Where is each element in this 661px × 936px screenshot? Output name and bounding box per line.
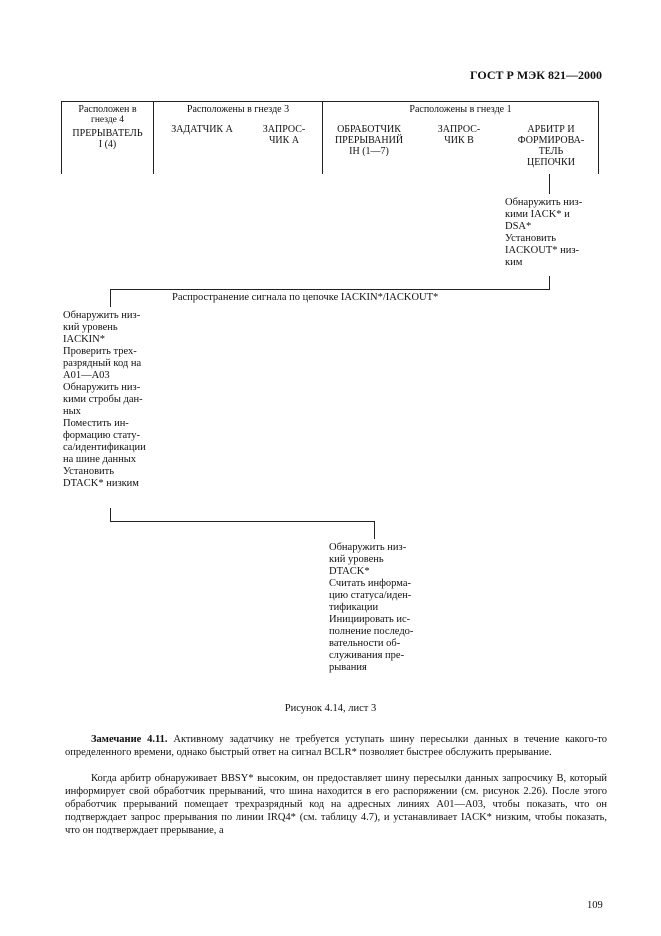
column-arbiter-line: ТЕЛЬ	[538, 146, 564, 157]
propagation-line	[110, 289, 550, 290]
step-line: Поместить ин-	[63, 418, 129, 429]
step-line: Обнаружить низ-	[505, 197, 583, 208]
column-handler-line: IH (1—7)	[349, 146, 389, 157]
column-handler-line: ПРЕРЫВАНИЙ	[334, 135, 404, 146]
note-label: Замечание 4.11.	[91, 734, 168, 745]
step-line: DTACK*	[329, 566, 370, 577]
step-line: Инициировать ис-	[329, 614, 411, 625]
column-requester-b-line: ЧИК В	[444, 135, 474, 146]
propagation-label: Распространение сигнала по цепочке IACKIN*/IACKOUT*	[172, 292, 439, 303]
column-master-a-line: ЗАДАТЧИК А	[171, 124, 233, 135]
arbiter-drop	[549, 276, 550, 290]
step-line: вательности об-	[329, 638, 401, 649]
step-line: DSA*	[505, 221, 532, 232]
column-handler-line: ОБРАБОТЧИК	[337, 124, 401, 135]
group-slot4-label: Расположен в	[78, 104, 137, 115]
step-line: кий уровень	[329, 554, 384, 565]
step-line: рывания	[329, 662, 367, 673]
column-handler	[326, 124, 412, 157]
step-line: ким	[505, 257, 523, 268]
group-slot4-sub: гнезде 4	[90, 115, 125, 125]
step-line: кий уровень	[63, 322, 118, 333]
column-requester-b-line: ЗАПРОС-	[437, 124, 481, 135]
interrupter-step	[63, 310, 156, 490]
step-line: са/идентификации	[63, 442, 146, 453]
step-line: ных	[63, 406, 81, 417]
interrupter-drop	[110, 289, 111, 307]
step-line: Обнаружить низ-	[63, 310, 141, 321]
arbiter-lifeline	[549, 174, 550, 194]
step-line: разрядный код на	[63, 358, 142, 369]
body-paragraph: Когда арбитр обнаруживает BBSY* высоким, он предоставляет шину пересылки данных запросчику B, который информирует свой обработчик прерываний, что шина находится в его распоряжении (см. рисунок 2.26). После этого обработчик прерываний помещает трехразрядный код на адресных линиях A01—A03, чтобы показать, что он подтверждает запрос прерывания по линии IRQ4* (см. таблицу 4.7), и устанавливает IACK* низким, чтобы показать, что он подтверждает прерывание, а	[65, 773, 607, 836]
page-number: 109	[587, 900, 603, 911]
column-requester-a	[250, 124, 318, 146]
step-line: кими IACK* и	[505, 209, 570, 220]
step-line: служивания пре-	[329, 650, 405, 661]
group-slot4	[62, 104, 153, 126]
step-line: полнение последо-	[329, 626, 414, 637]
arbiter-step	[505, 197, 597, 269]
step-line: на шине данных	[63, 454, 137, 465]
step-line: Обнаружить низ-	[63, 382, 141, 393]
column-requester-b	[424, 124, 494, 146]
table-right-border	[598, 101, 599, 174]
step-line: Считать информа-	[329, 578, 411, 589]
step-line: формацию стату-	[63, 430, 141, 441]
column-arbiter-line: ФОРМИРОВА-	[517, 135, 585, 146]
column-master-a	[158, 124, 246, 135]
dtack-line	[110, 521, 375, 522]
column-interrupter-line: ПРЕРЫВАТЕЛЬ	[72, 128, 143, 139]
step-line: Проверить трех-	[63, 346, 137, 357]
table-top-border	[61, 101, 598, 102]
group-slot1: Расположены в гнезде 1	[409, 104, 512, 115]
step-line: Установить	[63, 466, 115, 477]
column-requester-a-line: ЧИК А	[268, 135, 300, 146]
column-arbiter-line: ЦЕПОЧКИ	[527, 157, 575, 168]
step-line: IACKOUT* низ-	[505, 245, 580, 256]
figure-caption: Рисунок 4.14, лист 3	[284, 703, 377, 714]
step-line: цию статуса/иден-	[329, 590, 412, 601]
step-line: IACKIN*	[63, 334, 105, 345]
interrupter-return	[110, 508, 111, 522]
handler-step	[329, 542, 418, 674]
note-paragraph	[65, 733, 607, 759]
step-line: Установить	[505, 233, 557, 244]
document-id: ГОСТ Р МЭК 821—2000	[470, 68, 602, 82]
column-interrupter	[62, 128, 153, 150]
step-line: тификации	[329, 602, 379, 613]
column-requester-a-line: ЗАПРОС-	[262, 124, 306, 135]
step-line: Обнаружить низ-	[329, 542, 407, 553]
step-line: DTACK* низким	[63, 478, 139, 489]
column-arbiter	[505, 124, 597, 168]
column-arbiter-line: АРБИТР И	[527, 124, 575, 135]
note-text: Активному задатчику не требуется уступать шину пересылки данных в течение какого-то определенного времени, однако быстрый ответ на сигнал BCLR* позволяет быстрее обслужить прерывание.	[65, 734, 607, 758]
step-line: A01—A03	[63, 370, 110, 381]
column-interrupter-line: I (4)	[98, 139, 117, 150]
step-line: кими стробы дан-	[63, 394, 143, 405]
handler-drop	[374, 521, 375, 539]
group-slot3: Расположены в гнезде 3	[186, 104, 290, 115]
